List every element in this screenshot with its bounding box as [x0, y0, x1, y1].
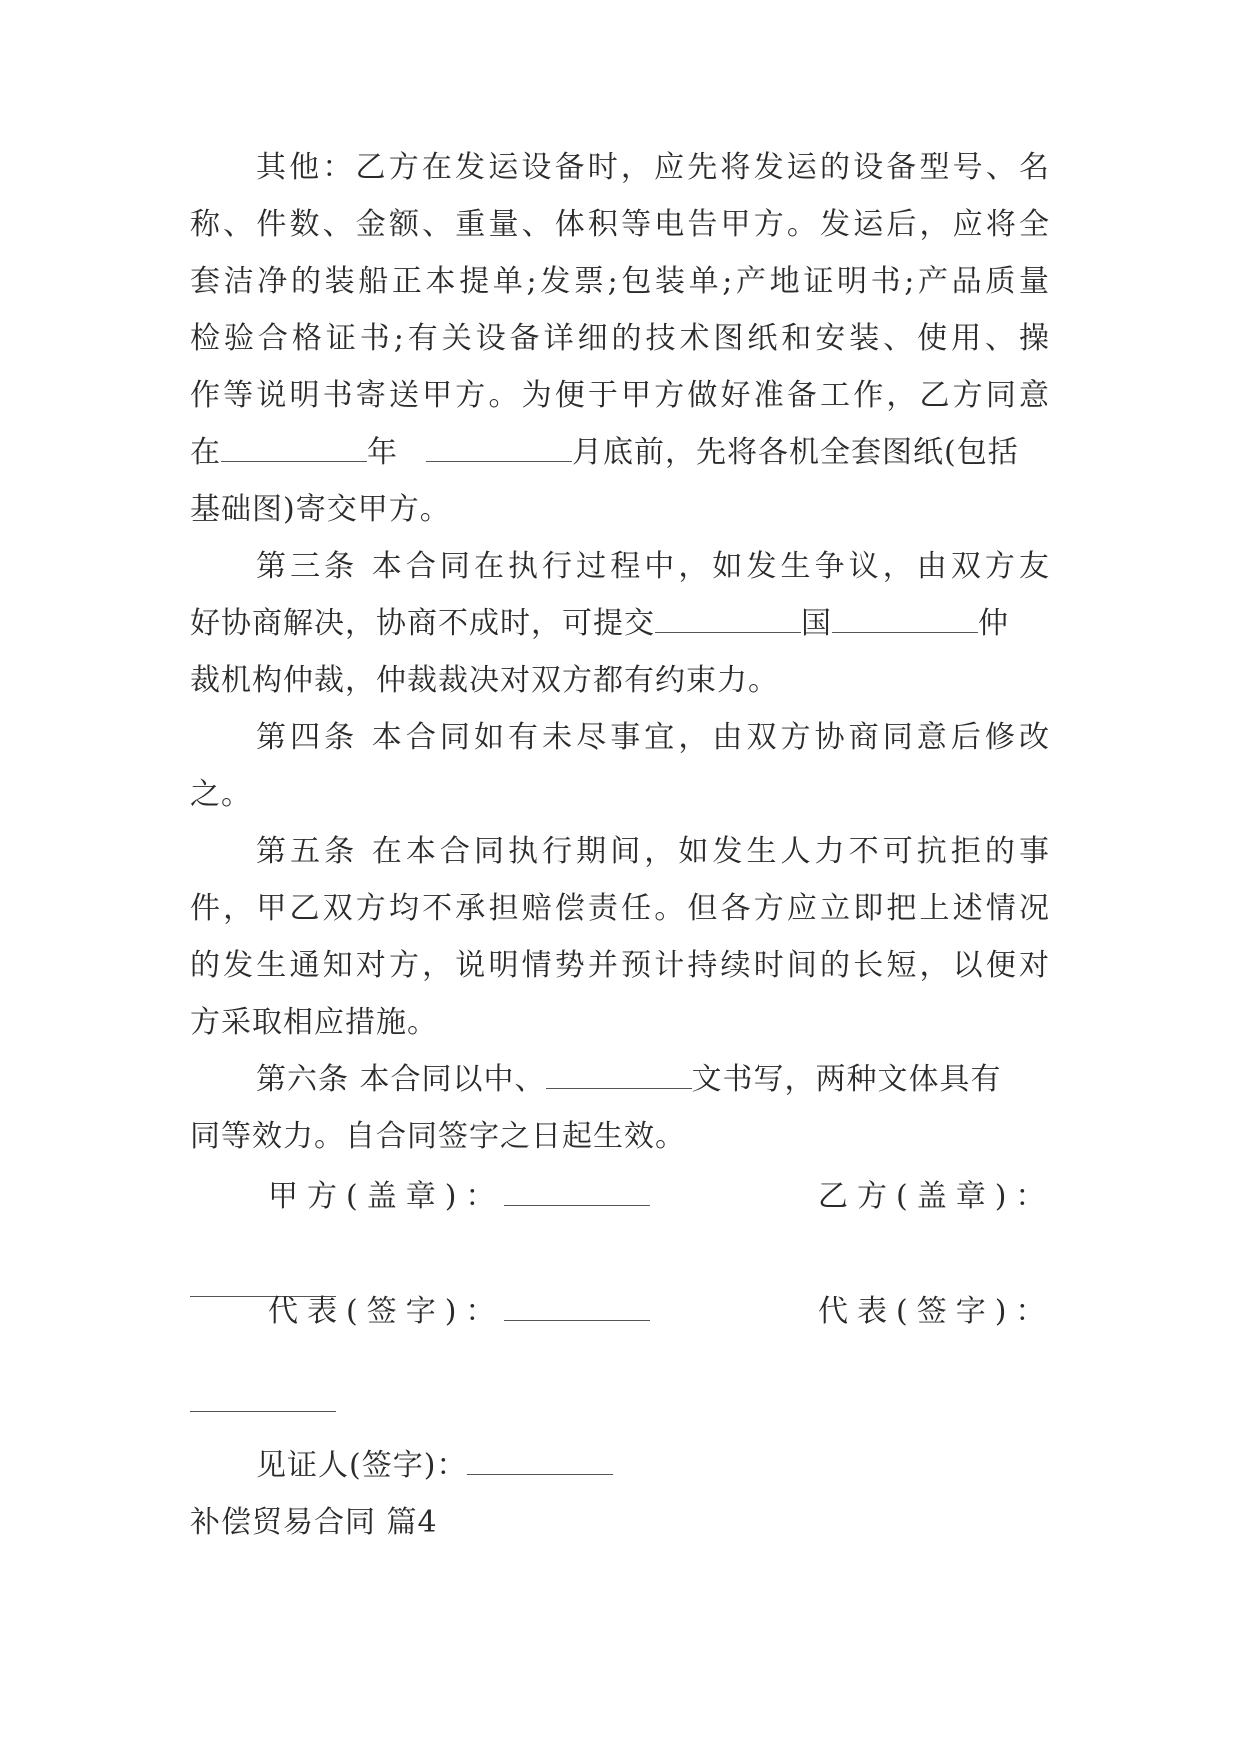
other-clause-line-2: 称、件数、金额、重量、体积等电告甲方。发运后，应将全: [190, 207, 1050, 242]
text-segment: 在: [190, 435, 221, 470]
party-a-blank: [504, 1179, 650, 1206]
other-clause-line-5: 作等说明书寄送甲方。为便于甲方做好准备工作，乙方同意: [190, 378, 1050, 413]
other-clause-line-6: [190, 433, 1050, 473]
text-segment: 月底前，先将各机全套图纸(包括: [572, 435, 1019, 470]
article-6-line-1: [190, 1060, 1050, 1100]
witness-label: 见证人(签字)：: [256, 1448, 468, 1483]
party-a-seal-line: [268, 1177, 650, 1217]
rep-a-sign-line: [268, 1292, 650, 1332]
other-clause-line-7: 基础图)寄交甲方。: [190, 492, 451, 527]
article-5-line-4: 方采取相应措施。: [190, 1005, 438, 1040]
rep-b-blank: [190, 1411, 336, 1412]
article-4-line-1: 第四条 本合同如有未尽事宜，由双方协商同意后修改: [256, 720, 1050, 755]
year-blank: [221, 435, 367, 462]
article-4-line-2: 之。: [190, 777, 252, 812]
rep-a-blank: [504, 1294, 650, 1321]
rep-a-label: 代表(签字)：: [268, 1294, 505, 1329]
text-segment: 第六条 本合同以中、: [256, 1062, 546, 1097]
witness-blank: [467, 1448, 613, 1475]
arbitration-blank: [832, 606, 978, 633]
text-segment: 好协商解决，协商不成时，可提交: [190, 606, 655, 641]
party-a-label: 甲方(盖章)：: [268, 1179, 505, 1214]
article-3-line-2: [190, 604, 1050, 644]
article-5-line-1: 第五条 在本合同执行期间，如发生人力不可抗拒的事: [256, 834, 1050, 869]
next-section-title: 补偿贸易合同 篇4: [190, 1505, 438, 1540]
witness-line: [256, 1446, 613, 1486]
text-segment: 文书写，两种文体具有: [691, 1062, 1002, 1097]
article-3-line-1: 第三条 本合同在执行过程中，如发生争议，由双方友: [256, 549, 1050, 584]
text-segment: 国: [801, 606, 832, 641]
other-clause-line-3: 套洁净的装船正本提单;发票;包装单;产地证明书;产品质量: [190, 264, 1050, 299]
country-blank: [655, 606, 801, 633]
text-segment: 仲: [978, 606, 1009, 641]
text-segment: 年: [367, 435, 398, 470]
article-5-line-2: 件，甲乙双方均不承担赔偿责任。但各方应立即把上述情况: [190, 891, 1050, 926]
rep-b-label: 代表(签字)：: [818, 1294, 1055, 1329]
other-clause-line-4: 检验合格证书;有关设备详细的技术图纸和安装、使用、操: [190, 321, 1050, 356]
month-blank: [426, 435, 572, 462]
article-6-line-2: 同等效力。自合同签字之日起生效。: [190, 1119, 686, 1154]
party-b-label: 乙方(盖章)：: [818, 1179, 1055, 1214]
article-3-line-3: 裁机构仲裁，仲裁裁决对双方都有约束力。: [190, 663, 779, 698]
language-blank: [546, 1062, 692, 1089]
other-clause-line-1: 其他：乙方在发运设备时，应先将发运的设备型号、名: [256, 150, 1050, 185]
article-5-line-3: 的发生通知对方，说明情势并预计持续时间的长短，以便对: [190, 948, 1050, 983]
